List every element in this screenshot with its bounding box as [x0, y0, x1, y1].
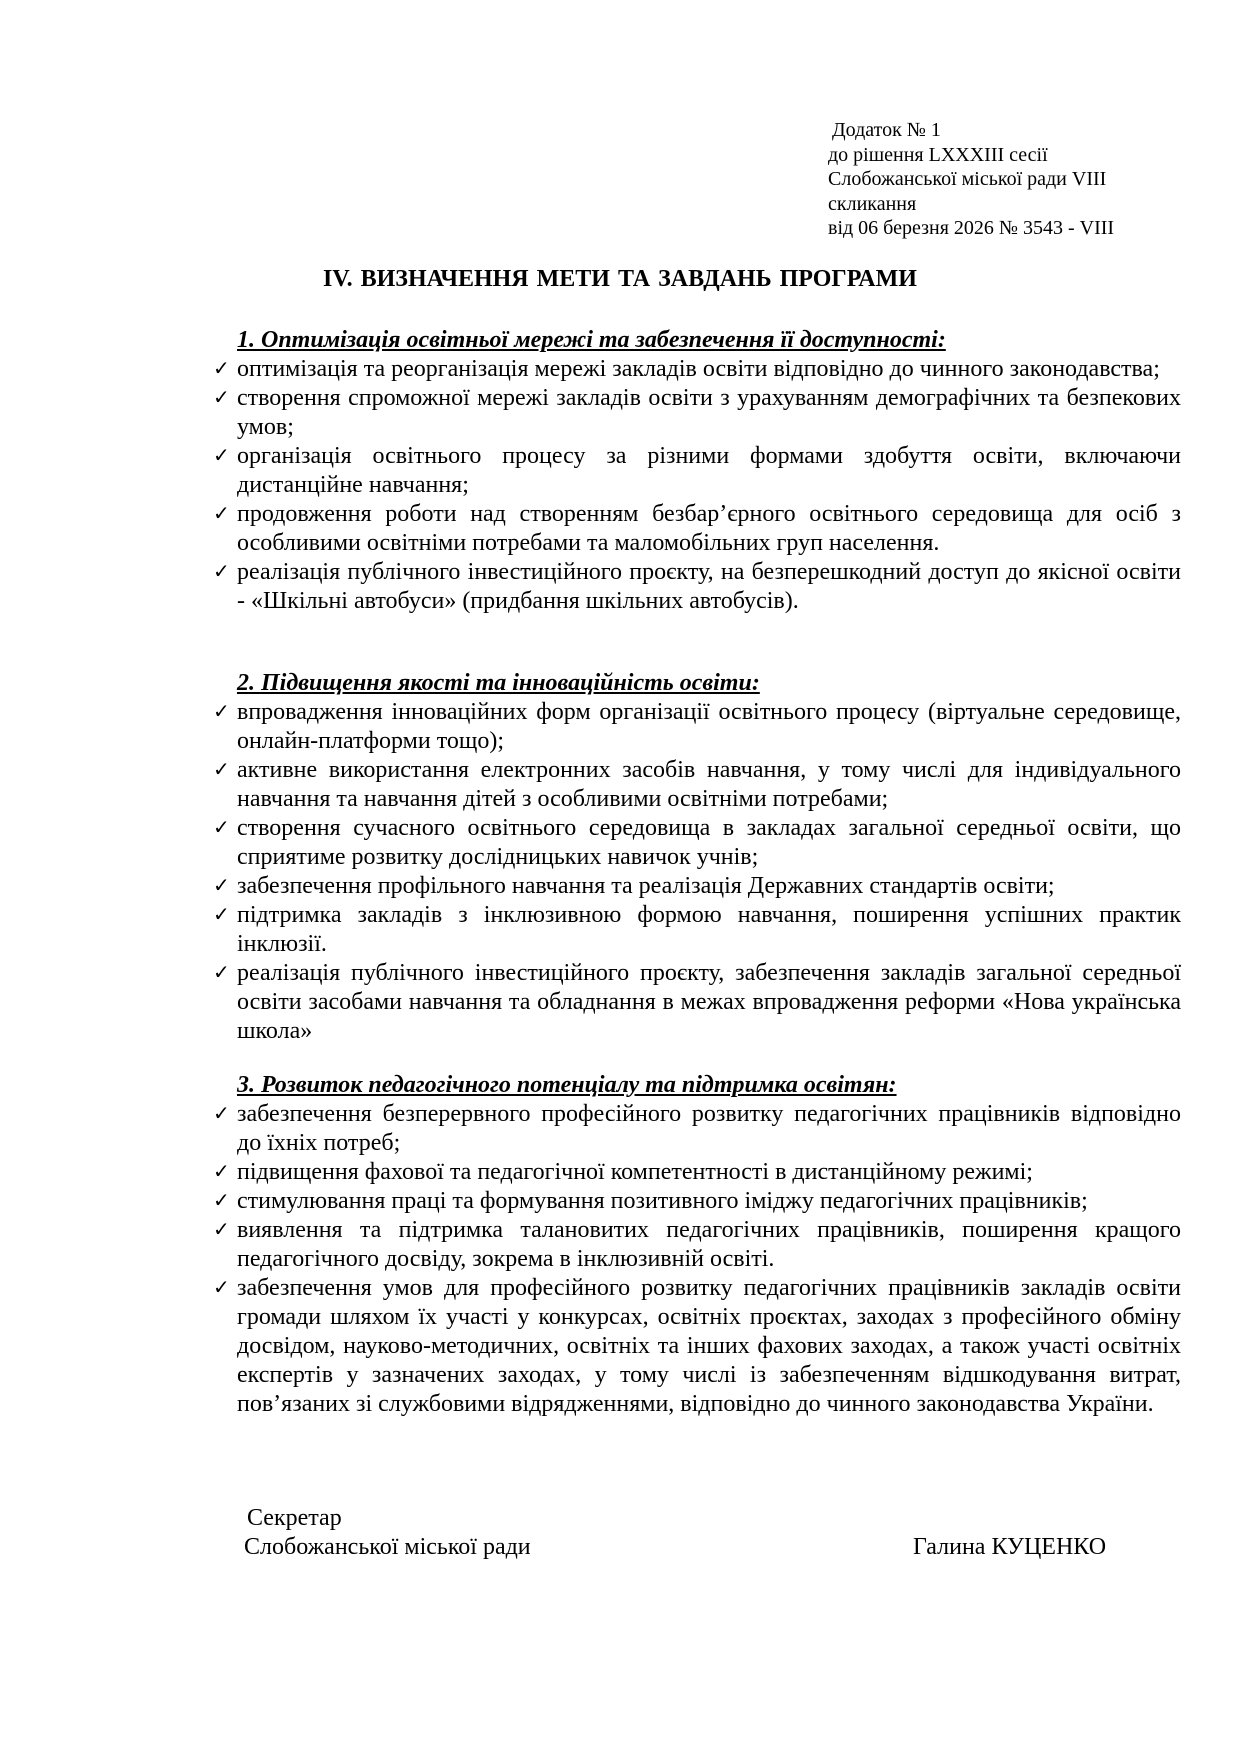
- header-line: Додаток № 1: [832, 119, 941, 141]
- bullet-list: [213, 698, 1181, 1046]
- checkmark-icon: ✓: [213, 1190, 230, 1212]
- signature-position-line1: Секретар: [247, 1505, 342, 1531]
- header-line: Слобожанської міської ради VIII: [828, 168, 1107, 190]
- checkmark-icon: ✓: [213, 561, 230, 583]
- signature-position-line2: Слобожанської міської ради: [244, 1534, 531, 1560]
- list-item-text: підтримка закладів з інклюзивною формою навчання, поширення успішних практик інклюзії.: [237, 902, 1181, 957]
- list-item-text: виявлення та підтримка талановитих педагогічних працівників, поширення кращого педагогічного досвіду, зокрема в інклюзивній освіті.: [237, 1217, 1181, 1272]
- list-item-text: підвищення фахової та педагогічної компетентності в дистанційному режимі;: [237, 1159, 1033, 1185]
- list-item-text: реалізація публічного інвестиційного проєкту, на безперешкодний доступ до якісної освіти - «Шкільні автобуси» (придбання шкільних автобусів).: [237, 559, 1181, 614]
- list-item-text: організація освітнього процесу за різними формами здобуття освіти, включаючи дистанційне навчання;: [237, 443, 1181, 498]
- list-item-text: оптимізація та реорганізація мережі закладів освіти відповідно до чинного законодавства;: [237, 356, 1160, 382]
- section-heading: 3. Розвиток педагогічного потенціалу та підтримка освітян:: [237, 1072, 897, 1098]
- list-item: [213, 1216, 1181, 1274]
- checkmark-icon: ✓: [213, 445, 230, 467]
- list-item: [213, 959, 1181, 1046]
- list-item-text: активне використання електронних засобів навчання, у тому числі для індивідуального навчання та навчання дітей з особливими освітніми потребами;: [237, 757, 1181, 812]
- appendix-header: [828, 118, 1114, 241]
- checkmark-icon: ✓: [213, 817, 230, 839]
- checkmark-icon: ✓: [213, 387, 230, 409]
- list-item-text: забезпечення умов для професійного розвитку педагогічних працівників закладів освіти громади шляхом їх участі у конкурсах, освітніх проєктах, заходах з професійного обміну досвідом, науково-методичних, освітніх та інших фахових заходах, а також участі освітніх експертів у зазначених заходах, у тому числі із забезпеченням відшкодування витрат, пов’язаних зі службовими відрядженнями, відповідно до чинного законодавства України.: [237, 1275, 1181, 1417]
- checkmark-icon: ✓: [213, 875, 230, 897]
- list-item-text: впровадження інноваційних форм організації освітнього процесу (віртуальне середовище, онлайн-платформи тощо);: [237, 699, 1181, 754]
- section-3: [213, 1071, 1181, 1419]
- list-item: [213, 901, 1181, 959]
- checkmark-icon: ✓: [213, 904, 230, 926]
- checkmark-icon: ✓: [213, 358, 230, 380]
- signature-name: Галина КУЦЕНКО: [913, 1534, 1107, 1560]
- list-item: [213, 442, 1181, 500]
- list-item: [213, 384, 1181, 442]
- signature-position: [244, 1504, 531, 1562]
- list-item-text: реалізація публічного інвестиційного проєкту, забезпечення закладів загальної середньої освіти засобами навчання та обладнання в межах впровадження реформи «Нова українська школа»: [237, 960, 1181, 1044]
- section-2: [213, 669, 1181, 1046]
- list-item-text: продовження роботи над створенням безбар’єрного освітнього середовища для осіб з особливими освітніми потребами та маломобільних груп населення.: [237, 501, 1181, 556]
- checkmark-icon: ✓: [213, 1219, 230, 1241]
- checkmark-icon: ✓: [213, 701, 230, 723]
- header-line: від 06 березня 2026 № 3543 - VIII: [828, 217, 1115, 239]
- checkmark-icon: ✓: [213, 1277, 230, 1299]
- page-title: IV. ВИЗНАЧЕННЯ МЕТИ ТА ЗАВДАНЬ ПРОГРАМИ: [323, 266, 917, 292]
- bullet-list: [213, 355, 1181, 616]
- list-item-text: стимулювання праці та формування позитивного іміджу педагогічних працівників;: [237, 1188, 1088, 1214]
- list-item: [213, 355, 1181, 384]
- list-item: [213, 814, 1181, 872]
- list-item: [213, 1100, 1181, 1158]
- bullet-list: [213, 1100, 1181, 1419]
- checkmark-icon: ✓: [213, 759, 230, 781]
- checkmark-icon: ✓: [213, 503, 230, 525]
- list-item: [213, 1274, 1181, 1419]
- list-item-text: забезпечення безперервного професійного розвитку педагогічних працівників відповідно до їхніх потреб;: [237, 1101, 1181, 1156]
- list-item-text: забезпечення профільного навчання та реалізація Державних стандартів освіти;: [237, 873, 1055, 899]
- header-line: скликання: [828, 192, 917, 215]
- list-item-text: створення сучасного освітнього середовища в закладах загальної середньої освіти, що сприятиме розвитку дослідницьких навичок учнів;: [237, 815, 1181, 870]
- list-item: [213, 698, 1181, 756]
- list-item: [213, 558, 1181, 616]
- list-item: [213, 872, 1181, 901]
- list-item: [213, 500, 1181, 558]
- checkmark-icon: ✓: [213, 962, 230, 984]
- list-item: [213, 1158, 1181, 1187]
- list-item: [213, 756, 1181, 814]
- section-1: [213, 326, 1181, 616]
- header-line: до рішення LXXXIII сесії: [828, 143, 1048, 166]
- section-heading: 2. Підвищення якості та інноваційність освіти:: [237, 670, 760, 696]
- checkmark-icon: ✓: [213, 1161, 230, 1183]
- checkmark-icon: ✓: [213, 1103, 230, 1125]
- list-item-text: створення спроможної мережі закладів освіти з урахуванням демографічних та безпекових умов;: [237, 385, 1181, 440]
- list-item: [213, 1187, 1181, 1216]
- section-heading: 1. Оптимізація освітньої мережі та забезпечення її доступності:: [237, 327, 946, 353]
